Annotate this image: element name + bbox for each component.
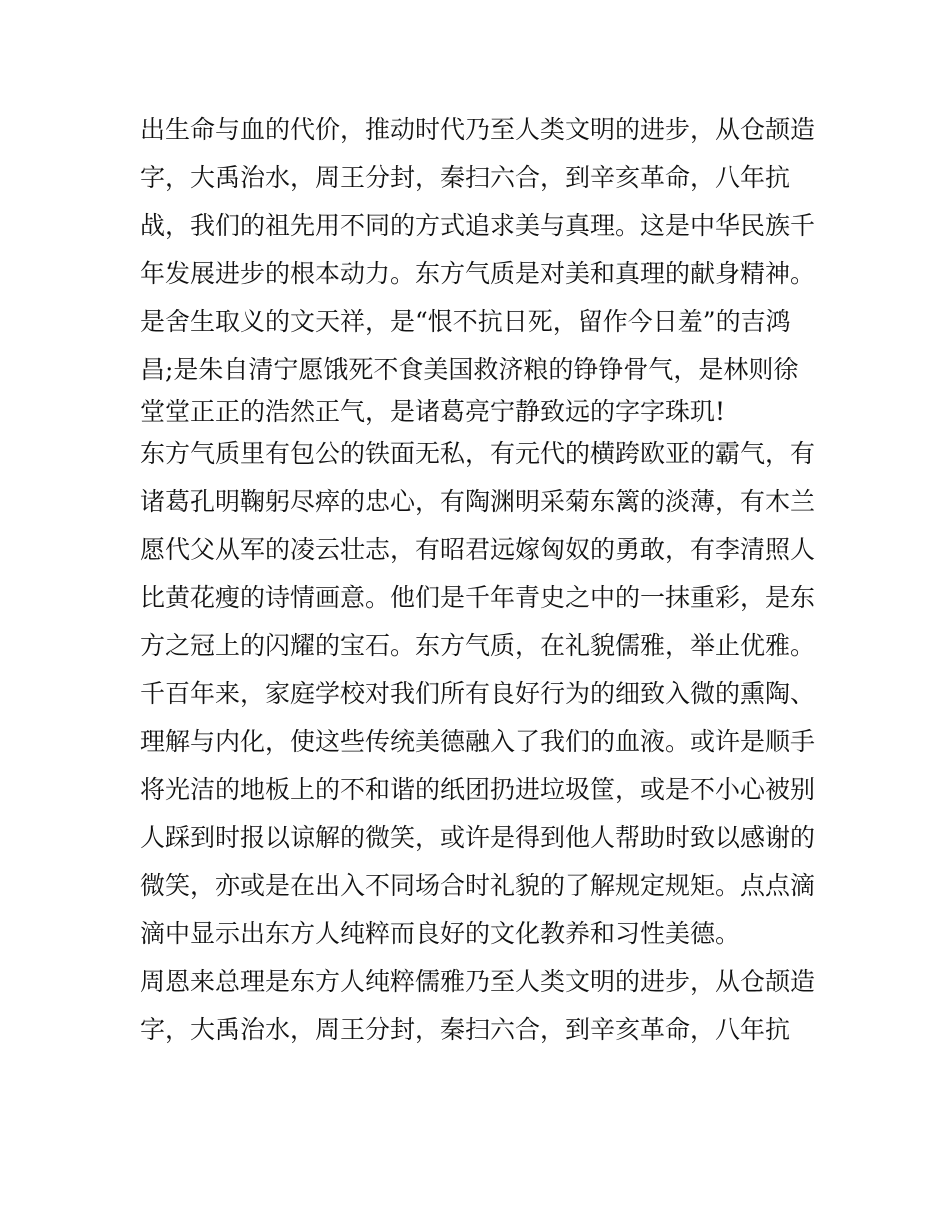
text-line: 战，我们的祖先用不同的方式追求美与真理。这是中华民族千 — [140, 211, 816, 240]
text-line: 堂堂正正的浩然正气，是诸葛亮宁静致远的字字珠玑! — [140, 397, 726, 426]
text-line: 微笑，亦或是在出入不同场合时礼貌的了解规定规矩。点点滴 — [140, 871, 816, 900]
text-line: 周恩来总理是东方人纯粹儒雅乃至人类文明的进步，从仓颉造 — [140, 967, 816, 996]
text-line: 千百年来，家庭学校对我们所有良好行为的细致入微的熏陶、 — [140, 679, 816, 708]
text-line: 出生命与血的代价，推动时代乃至人类文明的进步，从仓颉造 — [140, 115, 816, 144]
text-line: 东方气质里有包公的铁面无私，有元代的横跨欧亚的霸气，有 — [140, 439, 816, 468]
text-line: 是舍生取义的文天祥，是“恨不抗日死，留作今日羞”的吉鸿 — [140, 307, 791, 336]
text-line: 比黄花瘦的诗情画意。他们是千年青史之中的一抹重彩，是东 — [140, 583, 816, 612]
text-line: 理解与内化，使这些传统美德融入了我们的血液。或许是顺手 — [140, 727, 816, 756]
text-line: 人踩到时报以谅解的微笑，或许是得到他人帮助时致以感谢的 — [140, 823, 816, 852]
body-text — [140, 106, 840, 1054]
text-line: 诸葛孔明鞠躬尽瘁的忠心，有陶渊明采菊东篱的淡薄，有木兰 — [140, 487, 816, 516]
text-line: 将光洁的地板上的不和谐的纸团扔进垃圾筐，或是不小心被别 — [140, 775, 816, 804]
text-line: 方之冠上的闪耀的宝石。东方气质，在礼貌儒雅，举止优雅。 — [140, 631, 816, 660]
text-line: 愿代父从军的凌云壮志，有昭君远嫁匈奴的勇敢，有李清照人 — [140, 535, 816, 564]
text-line: 字，大禹治水，周王分封，秦扫六合，到辛亥革命，八年抗 — [140, 163, 791, 192]
text-line: 字，大禹治水，周王分封，秦扫六合，到辛亥革命，八年抗 — [140, 1015, 791, 1044]
text-line: 年发展进步的根本动力。东方气质是对美和真理的献身精神。 — [140, 259, 816, 288]
text-line: 滴中显示出东方人纯粹而良好的文化教养和习性美德。 — [140, 919, 741, 948]
text-line: 昌;是朱自清宁愿饿死不食美国救济粮的铮铮骨气，是林则徐 — [140, 355, 799, 384]
